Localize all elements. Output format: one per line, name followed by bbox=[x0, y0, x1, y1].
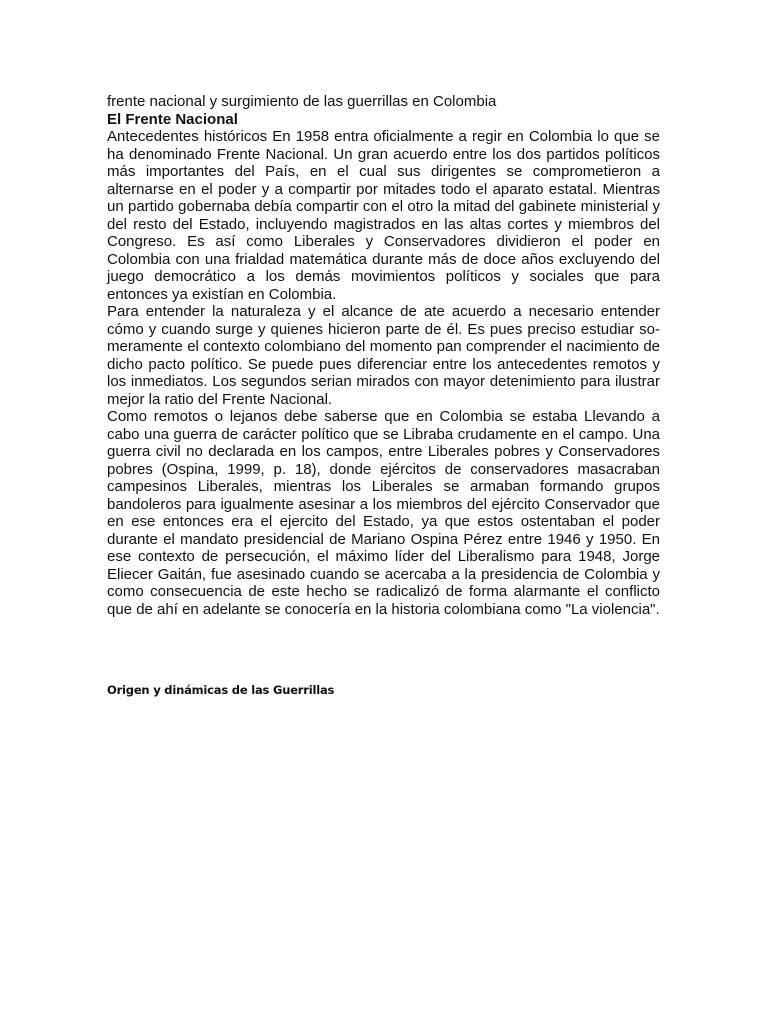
section-heading: El Frente Nacional bbox=[107, 110, 238, 128]
subheading-origen-guerrillas: Origen y dinámicas de las Guerrillas bbox=[107, 683, 335, 697]
paragraph-naturaleza: Para entender la naturaleza y el alcance de ate acuerdo a necesario entender cómo y cuando surge y quienes hicieron parte de él. Es pues preciso estudiar so-meramente el contexto colombiano del momento pan comprender el nacimiento de dicho pacto político. Se puede pues diferenciar entre los antecedentes remotos y los inmediatos. Los segundos serian mirados con mayor detenimiento para ilustrar mejor la ratio del Frente Nacional. bbox=[107, 303, 660, 408]
paragraph-antecedentes: Antecedentes históricos En 1958 entra oficialmente a regir en Colombia lo que se ha denominado Frente Nacional. Un gran acuerdo entre los dos partidos políticos más importantes del País, en el cual sus dirigentes se comprometieron a alternarse en el poder y a compartir por mitades todo el aparato estatal. Mientras un partido gobernaba debía compartir con el otro la mitad del gabinete ministerial y del resto del Estado, incluyendo magistrados en las altas cortes y miembros del Congreso. Es así como Liberales y Conservadores dividieron el poder en Colombia con una frialdad matemática durante más de doce años excluyendo del juego democrático a los demás movimientos políticos y sociales que para entonces ya existían en Colombia. bbox=[107, 128, 660, 303]
paragraph-remotos: Como remotos o lejanos debe saberse que en Colombia se estaba Llevando a cabo una guerra de carácter político que se Libraba crudamente en el campo. Una guerra civil no declarada en los campos, entre Liberales pobres y Conservadores pobres (Ospina, 1999, p. 18), donde ejércitos de conservadores masacraban campesinos Liberales, mientras los Liberales se armaban formando grupos bandoleros para igualmente asesinar a los miembros del ejército Conservador que en ese entonces era el ejercito del Estado, ya que estos ostentaban el poder durante el mandato presidencial de Mariano Ospina Pérez entre 1946 y 1950. En ese contexto de persecución, el máximo líder del Liberalismo para 1948, Jorge Eliecer Gaitán, fue asesinado cuando se acercaba a la presidencia de Colombia y como consecuencia de este hecho se radicalizó de forma alarmante el conflicto que de ahí en adelante se conocería en la historia colombiana como "La violencia". bbox=[107, 408, 660, 618]
document-page bbox=[107, 93, 660, 618]
document-title: frente nacional y surgimiento de las guerrillas en Colombia bbox=[107, 93, 497, 110]
